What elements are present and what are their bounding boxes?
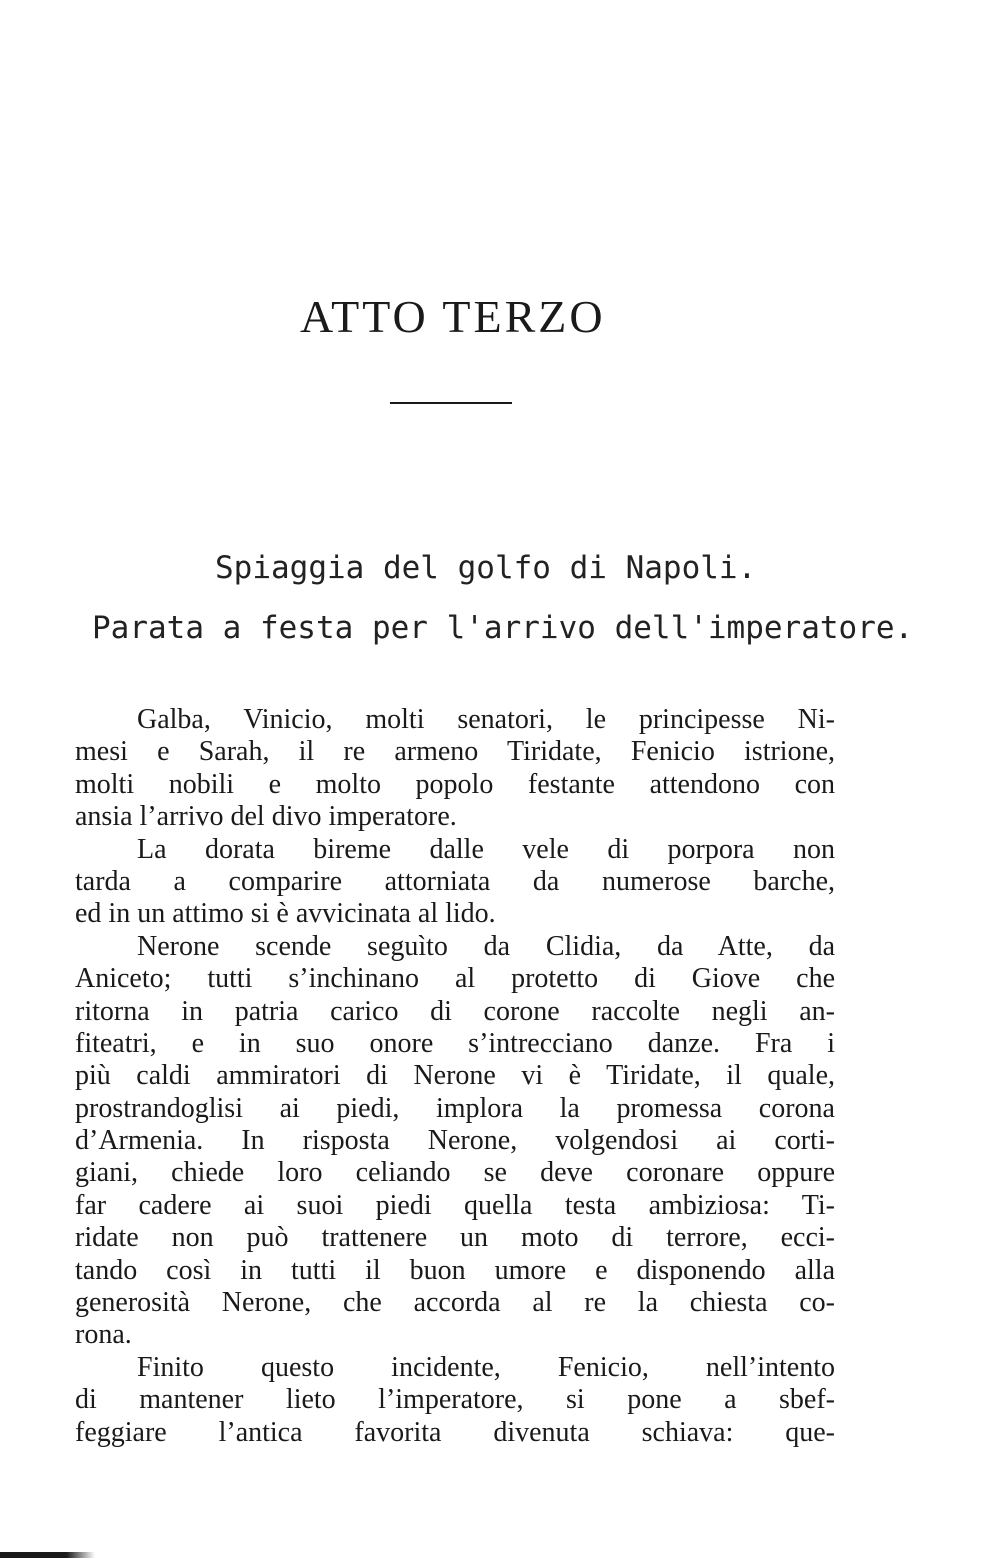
body-line: giani, chiede loro celiando se deve coronare oppure [75, 1157, 835, 1189]
setting-line-1: Spiaggia del golfo di Napoli. [215, 550, 757, 586]
body-text [75, 704, 835, 1449]
body-line: Galba, Vinicio, molti senatori, le principesse Ni- [137, 704, 835, 735]
body-line: ridate non può trattenere un moto di terrore, ecci- [75, 1222, 835, 1254]
body-line: Finito questo incidente, Fenicio, nell’intento [137, 1351, 835, 1383]
body-line: ritorna in patria carico di corone raccolte negli an- [75, 995, 835, 1027]
body-line: ed in un attimo si è avvicinata al lido. [75, 898, 496, 930]
body-line: Nerone scende seguìto da Clidia, da Atte, da [137, 930, 835, 962]
body-line: prostrandoglisi ai piedi, implora la promessa corona [75, 1092, 835, 1124]
body-line: tando così in tutti il buon umore e disponendo alla [75, 1254, 835, 1286]
body-line: far cadere ai suoi piedi quella testa ambiziosa: Ti- [75, 1189, 835, 1221]
body-line: mesi e Sarah, il re armeno Tiridate, Fenicio istrione, [75, 736, 835, 768]
body-line: feggiare l’antica favorita divenuta schiava: que- [75, 1416, 835, 1448]
body-line: Aniceto; tutti s’inchinano al protetto di Giove che [75, 963, 835, 995]
body-line: di mantener lieto l’imperatore, si pone a sbef- [75, 1384, 835, 1416]
body-line: d’Armenia. In risposta Nerone, volgendosi ai corti- [75, 1125, 835, 1157]
act-title: ATTO TERZO [300, 291, 606, 342]
setting-line-2: Parata a festa per l'arrivo dell'imperatore. [92, 610, 914, 646]
body-line: rona. [75, 1319, 132, 1351]
body-line: fiteatri, e in suo onore s’intrecciano danze. Fra i [75, 1027, 835, 1059]
title-divider [390, 402, 512, 404]
body-line: ansia l’arrivo del divo imperatore. [75, 801, 457, 833]
body-line: più caldi ammiratori di Nerone vi è Tiridate, il quale, [75, 1060, 835, 1092]
body-line: La dorata bireme dalle vele di porpora non [137, 833, 835, 865]
body-line: molti nobili e molto popolo festante attendono con [75, 768, 835, 800]
page-edge-mark [0, 1552, 95, 1558]
body-line: generosità Nerone, che accorda al re la chiesta co- [75, 1287, 835, 1319]
body-line: tarda a comparire attorniata da numerose barche, [75, 865, 835, 897]
